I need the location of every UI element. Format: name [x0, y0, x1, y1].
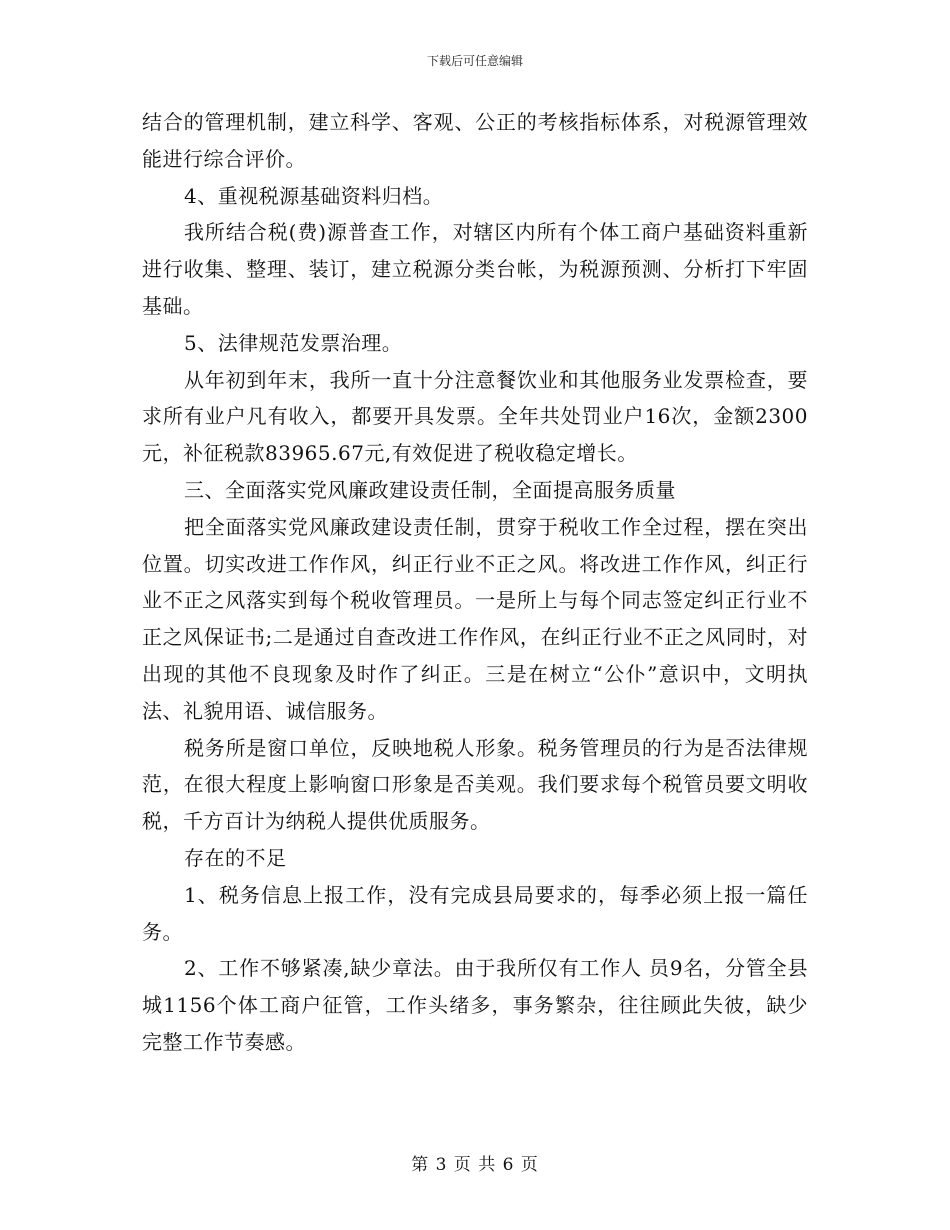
page-number: 第 3 页 共 6 页 — [411, 1155, 539, 1175]
paragraph-responsibility-system: 把全面落实党风廉政建设责任制，贯穿于税收工作全过程，摆在突出位置。切实改进工作作风，纠正行业不正之风。将改进工作作风，纠正行业不正之风落实到每个税收管理员。一是所上与每个同志签定纠正行业不正之风保证书;二是通过自查改进工作作风，在纠正行业不正之风同时，对出现的其他不良现象及时作了纠正。三是在树立“公仆”意识中，文明执法、礼貌用语、诚信服务。 — [142, 514, 808, 723]
paragraph-shortcoming-one: 1、税务信息上报工作，没有完成县局要求的，每季必须上报一篇任务。 — [142, 882, 808, 944]
paragraph-service-window: 税务所是窗口单位，反映地税人形象。税务管理员的行为是否法律规范，在很大程度上影响窗口形象是否美观。我们要求每个税管员要文明收税，千方百计为纳税人提供优质服务。 — [142, 735, 808, 834]
heading-section-three: 三、全面落实党风廉政建设责任制，全面提高服务质量 — [184, 477, 676, 502]
heading-shortcomings: 存在的不足 — [184, 845, 287, 870]
document-body — [142, 104, 808, 1061]
paragraph-invoice-governance: 从年初到年末，我所一直十分注意餐饮业和其他服务业发票检查，要求所有业户凡有收入，都要开具发票。全年共处罚业户16次，金额2300元，补征税款83965.67元,有效促进了税收稳定增长。 — [142, 367, 808, 466]
page-header: 下载后可任意编辑 — [426, 54, 523, 68]
paragraph-continuation: 结合的管理机制，建立科学、客观、公正的考核指标体系，对税源管理效能进行综合评价。 — [142, 110, 808, 171]
heading-archive-data: 4、重视税源基础资料归档。 — [184, 183, 444, 208]
paragraph-shortcoming-two: 2、工作不够紧凑,缺少章法。由于我所仅有工作人 员9名，分管全县城1156个体工商户征管，工作头绪多，事务繁杂，往往顾此失彼，缺少完整工作节奏感。 — [142, 956, 808, 1054]
heading-invoice-governance: 5、法律规范发票治理。 — [184, 330, 403, 355]
paragraph-archive-data: 我所结合税(费)源普查工作，对辖区内所有个体工商户基础资料重新进行收集、整理、装订，建立税源分类台帐，为税源预测、分析打下牢固基础。 — [142, 220, 808, 318]
